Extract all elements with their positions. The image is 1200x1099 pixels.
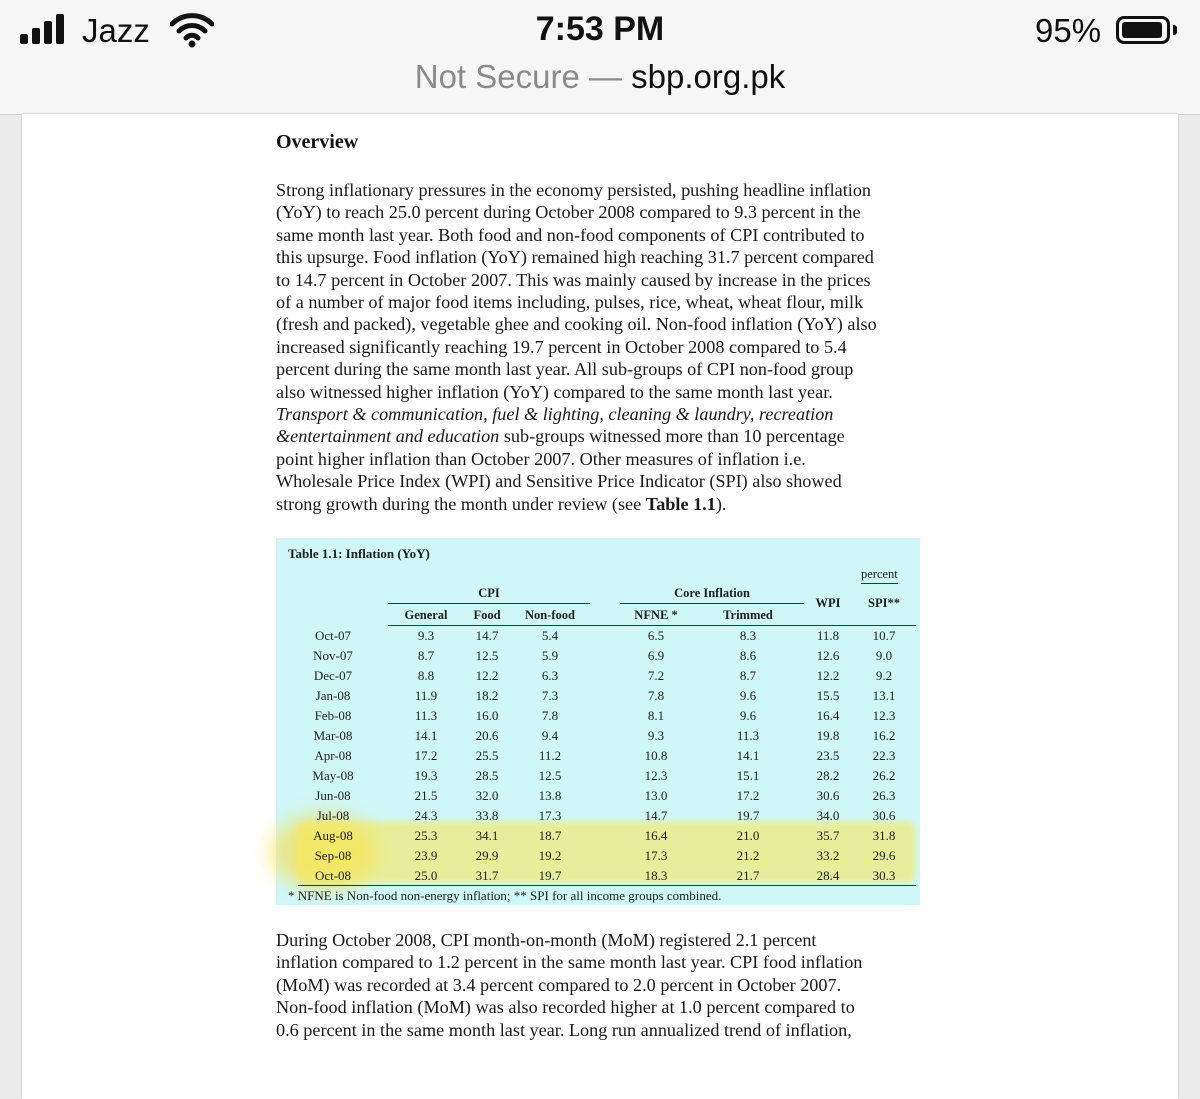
table-cell: 20.6	[475, 728, 499, 743]
table-cell: 7.8	[647, 688, 665, 703]
table-cell: 21.5	[414, 788, 438, 803]
table-cell: 23.9	[414, 848, 438, 863]
table-cell: 30.6	[872, 808, 896, 823]
line-text: same month last year. Both food and non-food components of CPI contributed to	[276, 224, 865, 245]
line-text: &entertainment and education	[276, 426, 500, 447]
row-month: Mar-08	[313, 728, 353, 743]
table-cell: 12.2	[816, 668, 840, 683]
table-cell: 12.2	[475, 668, 499, 683]
table-cell: 11.3	[414, 708, 438, 723]
table-row	[276, 708, 920, 728]
header-nfne: NFNE *	[634, 608, 678, 622]
paragraph-line	[276, 358, 956, 380]
table-cell: 26.3	[872, 788, 896, 803]
line-text: percent during the same month last year. All sub-groups of CPI non-food group	[276, 359, 854, 380]
line-text: Strong inflationary pressures in the economy persisted, pushing headline inflation	[276, 180, 872, 200]
table-cell: 28.2	[816, 768, 840, 783]
table-cell: 8.8	[417, 668, 435, 683]
table-cell: 9.6	[739, 688, 757, 703]
table-cell: 9.6	[739, 708, 757, 723]
row-month: Jun-08	[315, 788, 351, 803]
table-cell: 7.3	[541, 688, 559, 703]
table-row	[276, 688, 920, 708]
line-text: During October 2008, CPI month-on-month (MoM) registered 2.1 percent	[276, 930, 817, 950]
table-cell: 11.8	[816, 628, 840, 643]
line-text: Transport & communication, fuel & lighting, cleaning & laundry, recreation	[276, 404, 834, 425]
paragraph-line	[276, 336, 956, 358]
table-cell: 8.7	[417, 648, 435, 663]
row-month: Aug-08	[313, 828, 353, 843]
line-text: Non-food inflation (MoM) was also recorded higher at 1.0 percent compared to	[276, 997, 855, 1018]
line-text: Wholesale Price Index (WPI) and Sensitive Price Indicator (SPI) also showed	[276, 471, 842, 492]
table-cell: 5.9	[541, 648, 559, 663]
carrier-name: Jazz	[82, 12, 150, 49]
paragraph-line	[276, 448, 956, 470]
line-text: this upsurge. Food inflation (YoY) remained high reaching 31.7 percent compared	[276, 247, 874, 268]
row-month: Jan-08	[315, 688, 351, 703]
table-row	[276, 768, 920, 788]
line-text-rest: sub-groups witnessed more than 10 percentage	[499, 426, 845, 447]
table-row	[276, 808, 920, 828]
header-rule	[388, 625, 916, 626]
row-month: Apr-08	[314, 748, 352, 763]
table-cell: 5.4	[541, 628, 559, 643]
table-cell: 12.6	[816, 648, 840, 663]
pdf-page[interactable]	[22, 114, 1178, 1099]
table-footnote: * NFNE is Non-food non-energy inflation; ** SPI for all income groups combined.	[288, 888, 722, 903]
line-text: inflation compared to 1.2 percent in the same month last year. CPI food inflation	[276, 952, 863, 973]
row-month: Oct-07	[314, 628, 352, 643]
table-cell: 15.1	[736, 768, 760, 783]
table-cell: 13.0	[644, 788, 668, 803]
paragraph-line	[276, 224, 956, 246]
paragraph-line	[276, 291, 956, 313]
core-group-header: Core Inflation	[674, 586, 750, 600]
line-text: increased significantly reaching 19.7 percent in October 2008 compared to 5.4	[276, 336, 847, 357]
paragraph-line	[276, 974, 956, 996]
table-cell: 14.7	[475, 628, 499, 643]
table-cell: 8.6	[739, 648, 757, 663]
table-cell: 22.3	[872, 748, 896, 763]
paragraph-line	[276, 951, 956, 973]
table-cell: 16.4	[816, 708, 840, 723]
table-row	[276, 728, 920, 748]
table-cell: 11.2	[538, 748, 562, 763]
table-cell: 8.3	[739, 628, 757, 643]
section-heading: Overview	[276, 131, 359, 153]
header-nonfood: Non-food	[524, 608, 575, 622]
table-cell: 7.2	[647, 668, 665, 683]
table-cell: 31.8	[872, 828, 896, 843]
header-food: Food	[473, 608, 501, 622]
battery-cap	[1173, 25, 1177, 35]
table-cell: 13.8	[538, 788, 562, 803]
table-cell: 12.3	[644, 768, 668, 783]
line-text: to 14.7 percent in October 2007. This was mainly caused by increase in the prices	[276, 269, 871, 290]
table-cell: 19.2	[538, 848, 562, 863]
table-row	[276, 668, 920, 688]
table-cell: 14.1	[736, 748, 760, 763]
header-spi: SPI**	[868, 596, 900, 610]
table-row	[276, 828, 920, 848]
table-cell: 25.5	[475, 748, 499, 763]
table-cell: 24.3	[414, 808, 438, 823]
table-cell: 28.4	[816, 868, 840, 883]
table-cell: 11.3	[736, 728, 760, 743]
table-cell: 21.0	[736, 828, 760, 843]
paragraph-line	[276, 269, 956, 291]
table-cell: 9.2	[875, 668, 893, 683]
table-cell: 34.0	[816, 808, 840, 823]
header-wpi: WPI	[815, 596, 841, 610]
row-month: Nov-07	[313, 648, 353, 663]
paragraph-line	[276, 403, 956, 425]
line-text: (fresh and packed), vegetable ghee and cooking oil. Non-food inflation (YoY) also	[276, 314, 877, 335]
line-text: 0.6 percent in the same month last year. Long run annualized trend of inflation,	[276, 1019, 852, 1040]
table-cell: 8.1	[647, 708, 665, 723]
table-unit: percent	[861, 567, 898, 584]
paragraph-line	[276, 201, 956, 223]
table-title: Table 1.1: Inflation (YoY)	[288, 546, 430, 561]
line-text: strong growth during the month under review (see	[276, 493, 646, 514]
paragraph-line	[276, 425, 956, 447]
table-cell: 19.7	[736, 808, 760, 823]
table-cell: 29.6	[872, 848, 896, 863]
table-cell: 6.5	[647, 628, 665, 643]
header-general: General	[404, 608, 448, 622]
line-text: (MoM) was recorded at 3.4 percent compared to 2.0 percent in October 2007.	[276, 974, 842, 995]
table-cell: 29.9	[475, 848, 499, 863]
mom-paragraph	[276, 929, 956, 1041]
table-cell: 12.5	[475, 648, 499, 663]
row-month: Feb-08	[314, 708, 352, 723]
line-text: of a number of major food items including, pulses, rice, wheat, wheat flour, milk	[276, 292, 864, 313]
table-cell: 31.7	[475, 868, 499, 883]
table-reference: Table 1.1	[645, 493, 716, 514]
row-month: Sep-08	[314, 848, 352, 863]
table-cell: 12.3	[872, 708, 896, 723]
table-cell: 28.5	[475, 768, 499, 783]
table-cell: 18.3	[644, 868, 668, 883]
paragraph-line	[276, 493, 956, 515]
table-cell: 30.3	[872, 868, 896, 883]
paragraph-line	[276, 996, 956, 1018]
table-cell: 10.8	[644, 748, 668, 763]
table-row	[276, 848, 920, 868]
row-month: Jul-08	[316, 808, 350, 823]
browser-top-bar	[0, 0, 1200, 115]
table-cell: 21.7	[736, 868, 760, 883]
table-cell: 18.7	[538, 828, 562, 843]
table-cell: 25.0	[414, 868, 438, 883]
table-cell: 30.6	[816, 788, 840, 803]
paragraph-line	[276, 246, 956, 268]
status-time: 7:53 PM	[535, 10, 665, 48]
table-cell: 16.0	[475, 708, 499, 723]
table-cell: 11.9	[414, 688, 438, 703]
table-row	[276, 748, 920, 768]
overview-paragraph	[276, 179, 956, 515]
table-cell: 35.7	[816, 828, 840, 843]
address-bar[interactable]	[0, 58, 1200, 96]
table-cell: 23.5	[816, 748, 840, 763]
table-cell: 9.4	[541, 728, 559, 743]
table-cell: 16.2	[872, 728, 896, 743]
row-month: Oct-08	[314, 868, 352, 883]
table-cell: 6.9	[647, 648, 665, 663]
table-row	[276, 628, 920, 648]
paragraph-line	[276, 313, 956, 335]
cpi-group-rule	[388, 603, 590, 604]
table-cell: 7.8	[541, 708, 559, 723]
security-label: Not Secure	[414, 58, 580, 95]
header-trimmed: Trimmed	[723, 608, 773, 622]
paragraph-line	[276, 929, 956, 951]
table-cell: 17.2	[414, 748, 438, 763]
table-row	[276, 648, 920, 668]
line-text-rest: ).	[715, 493, 727, 514]
table-cell: 21.2	[736, 848, 760, 863]
table-cell: 33.2	[816, 848, 840, 863]
table-cell: 25.3	[414, 828, 438, 843]
row-month: May-08	[312, 768, 354, 783]
table-cell: 33.8	[475, 808, 499, 823]
table-cell: 19.8	[816, 728, 840, 743]
table-cell: 14.1	[414, 728, 438, 743]
url-separator: —	[589, 58, 622, 95]
table-bottom-rule	[298, 885, 916, 886]
table-cell: 17.3	[538, 808, 562, 823]
table-cell: 34.1	[475, 828, 499, 843]
table-cell: 8.7	[739, 668, 757, 683]
table-cell: 6.3	[541, 668, 559, 683]
paragraph-line	[276, 1019, 956, 1041]
line-text: point higher inflation than October 2007. Other measures of inflation i.e.	[276, 448, 806, 469]
battery-percent: 95%	[1035, 12, 1102, 49]
table-cell: 19.7	[538, 868, 562, 883]
table-cell: 14.7	[644, 808, 668, 823]
table-cell: 13.1	[872, 688, 896, 703]
cpi-group-header: CPI	[478, 586, 500, 600]
table-cell: 17.3	[644, 848, 668, 863]
table-cell: 16.4	[644, 828, 668, 843]
table-cell: 19.3	[414, 768, 438, 783]
core-group-rule	[620, 603, 804, 604]
table-cell: 18.2	[475, 688, 499, 703]
battery-fill	[1122, 22, 1162, 38]
paragraph-line	[276, 179, 956, 201]
url-host: sbp.org.pk	[631, 58, 786, 95]
table-cell: 9.0	[875, 648, 893, 663]
paragraph-line	[276, 381, 956, 403]
inflation-table	[276, 538, 920, 905]
table-cell: 17.2	[736, 788, 760, 803]
table-cell: 32.0	[475, 788, 499, 803]
line-text: (YoY) to reach 25.0 percent during October 2008 compared to 9.3 percent in the	[276, 202, 861, 223]
table-cell: 9.3	[417, 628, 435, 643]
paragraph-line	[276, 470, 956, 492]
table-cell: 10.7	[872, 628, 896, 643]
row-month: Dec-07	[313, 668, 353, 683]
table-cell: 26.2	[872, 768, 896, 783]
line-text: also witnessed higher inflation (YoY) compared to the same month last year.	[276, 381, 833, 402]
battery-icon	[1116, 16, 1170, 44]
table-cell: 9.3	[647, 728, 665, 743]
table-row	[276, 788, 920, 808]
table-cell: 15.5	[816, 688, 840, 703]
table-cell: 12.5	[538, 768, 562, 783]
